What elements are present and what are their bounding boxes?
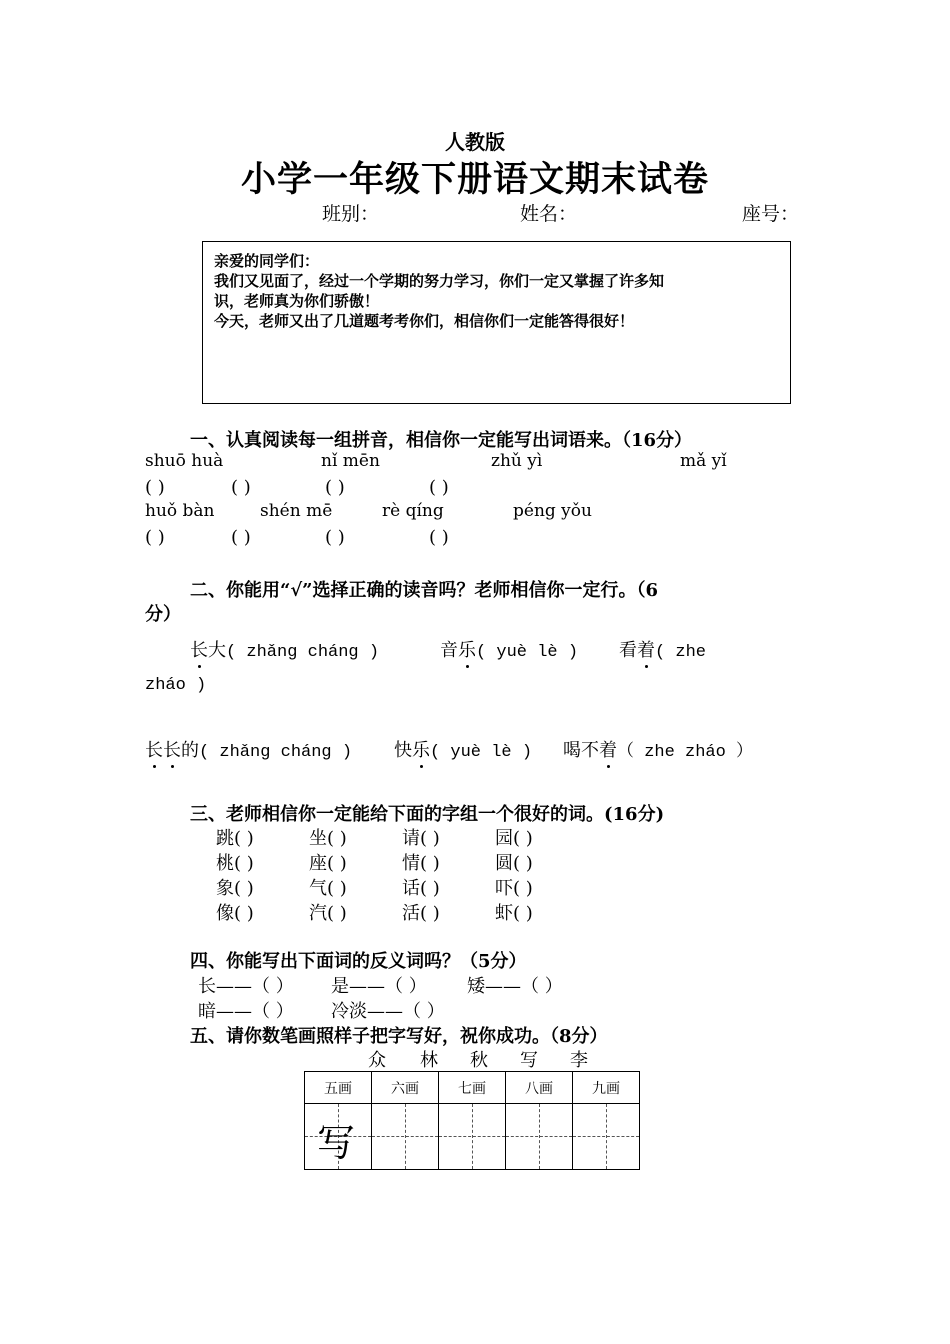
word-char: 快 [394,740,412,761]
word-char: 音 [440,640,458,661]
section1-heading: 一、认真阅读每一组拼音，相信你一定能写出词语来。（16分） [190,430,693,451]
greeting-box [202,241,791,404]
stroke-grid [304,1071,640,1170]
greeting-line: 亲爱的同学们： [214,252,320,270]
stroke-char: 写 [520,1050,538,1071]
antonym-blank[interactable]: 冷淡——（ ） [331,1001,445,1022]
word-blank[interactable]: 座( ) [309,853,347,874]
reading-options[interactable]: （ zhe zháo ） [617,743,754,762]
greeting-line: 今天，老师又出了几道题考考你们，相信你们一定能答得很好！ [214,312,635,330]
section2-heading: 二、你能用“√”选择正确的读音吗？老师相信你一定行。（6 [190,580,659,601]
writing-cell[interactable] [439,1104,506,1170]
reading-options[interactable]: ( yuè lè ) [476,643,579,662]
writing-cell[interactable] [305,1104,372,1170]
word-blank[interactable]: 桃( ) [216,853,254,874]
exam-edition: 人教版 [445,130,505,154]
dotted-char: 长 [190,636,208,662]
reading-item [619,636,706,662]
word-blank[interactable]: 活( ) [402,903,440,924]
antonym-blank[interactable]: 是——（ ） [331,976,427,997]
grid-header-cell: 八画 [506,1072,573,1104]
writing-cell[interactable] [506,1104,573,1170]
reading-options[interactable]: ( yuè lè ) [430,743,533,762]
greeting-line: 我们又见面了，经过一个学期的努力学习，你们一定又掌握了许多知 [214,272,665,290]
dotted-char: 着 [637,636,655,662]
reading-options[interactable]: ( zhǎng cháng ) [226,643,380,662]
pinyin-item: huǒ bàn [145,501,215,521]
dotted-char: 长 [163,736,181,762]
antonym-blank[interactable]: 矮——（ ） [467,976,563,997]
greeting-line: 识，老师真为你们骄傲！ [214,292,380,310]
answer-blank[interactable]: ( ) [325,477,345,498]
section4-heading: 四、你能写出下面词的反义词吗？（5分） [190,951,527,972]
word-char: 不 [581,740,599,761]
dotted-char: 乐 [412,736,430,762]
pinyin-item: shuō huà [145,451,224,471]
word-char: 的 [181,740,199,761]
word-char: 大 [208,640,226,661]
writing-cell[interactable] [573,1104,640,1170]
answer-blank[interactable]: ( ) [325,527,345,548]
word-char: 看 [619,640,637,661]
dotted-char: 着 [599,736,617,762]
reading-options-cont[interactable]: zháo ) [145,676,207,695]
answer-blank[interactable]: ( ) [429,477,449,498]
word-blank[interactable]: 跳( ) [216,828,254,849]
reading-options[interactable]: ( zhe [655,643,707,662]
word-blank[interactable]: 象( ) [216,878,254,899]
pinyin-item: mǎ yǐ [680,451,727,471]
grid-header-cell: 七画 [439,1072,506,1104]
pinyin-item: péng yǒu [513,501,592,521]
answer-blank[interactable]: ( ) [429,527,449,548]
reading-item [563,736,753,762]
reading-options[interactable]: ( zhǎng cháng ) [199,743,353,762]
word-blank[interactable]: 像( ) [216,903,254,924]
section3-heading: 三、老师相信你一定能给下面的字组一个很好的词。(16分) [190,804,665,825]
answer-blank[interactable]: ( ) [231,477,251,498]
antonym-blank[interactable]: 暗——（ ） [198,1001,294,1022]
dotted-char: 乐 [458,636,476,662]
class-label: 班别： [322,203,380,225]
word-blank[interactable]: 虾( ) [495,903,533,924]
stroke-char: 秋 [470,1050,488,1071]
word-blank[interactable]: 坐( ) [309,828,347,849]
word-blank[interactable]: 园( ) [495,828,533,849]
answer-blank[interactable]: ( ) [145,527,165,548]
word-blank[interactable]: 话( ) [402,878,440,899]
exam-title: 小学一年级下册语文期末试卷 [240,159,709,200]
sample-char: 写 [317,1121,356,1165]
grid-header-cell: 九画 [573,1072,640,1104]
word-blank[interactable]: 吓( ) [495,878,533,899]
dotted-char: 长 [145,736,163,762]
stroke-char: 众 [368,1050,386,1071]
section5-heading: 五、请你数笔画照样子把字写好，祝你成功。（8分） [190,1026,608,1047]
grid-header-cell: 五画 [305,1072,372,1104]
pinyin-item: rè qíng [382,501,444,521]
grid-header-cell: 六画 [372,1072,439,1104]
writing-cell[interactable] [372,1104,439,1170]
word-blank[interactable]: 圆( ) [495,853,533,874]
word-blank[interactable]: 气( ) [309,878,347,899]
pinyin-item: nǐ mēn [321,451,380,471]
stroke-char: 林 [420,1050,438,1071]
word-blank[interactable]: 请( ) [402,828,440,849]
name-label: 姓名： [520,203,578,225]
pinyin-item: shén mē [260,501,333,521]
reading-item [394,736,532,762]
answer-blank[interactable]: ( ) [145,477,165,498]
word-blank[interactable]: 汽( ) [309,903,347,924]
reading-item [190,636,379,662]
answer-blank[interactable]: ( ) [231,527,251,548]
section2-heading-cont: 分） [145,604,181,625]
word-char: 喝 [563,740,581,761]
seat-label: 座号： [742,203,800,225]
stroke-char: 李 [570,1050,588,1071]
antonym-blank[interactable]: 长——（ ） [198,976,294,997]
reading-item [440,636,578,662]
pinyin-item: zhǔ yì [491,451,543,471]
word-blank[interactable]: 情( ) [402,853,440,874]
reading-item [145,736,352,762]
